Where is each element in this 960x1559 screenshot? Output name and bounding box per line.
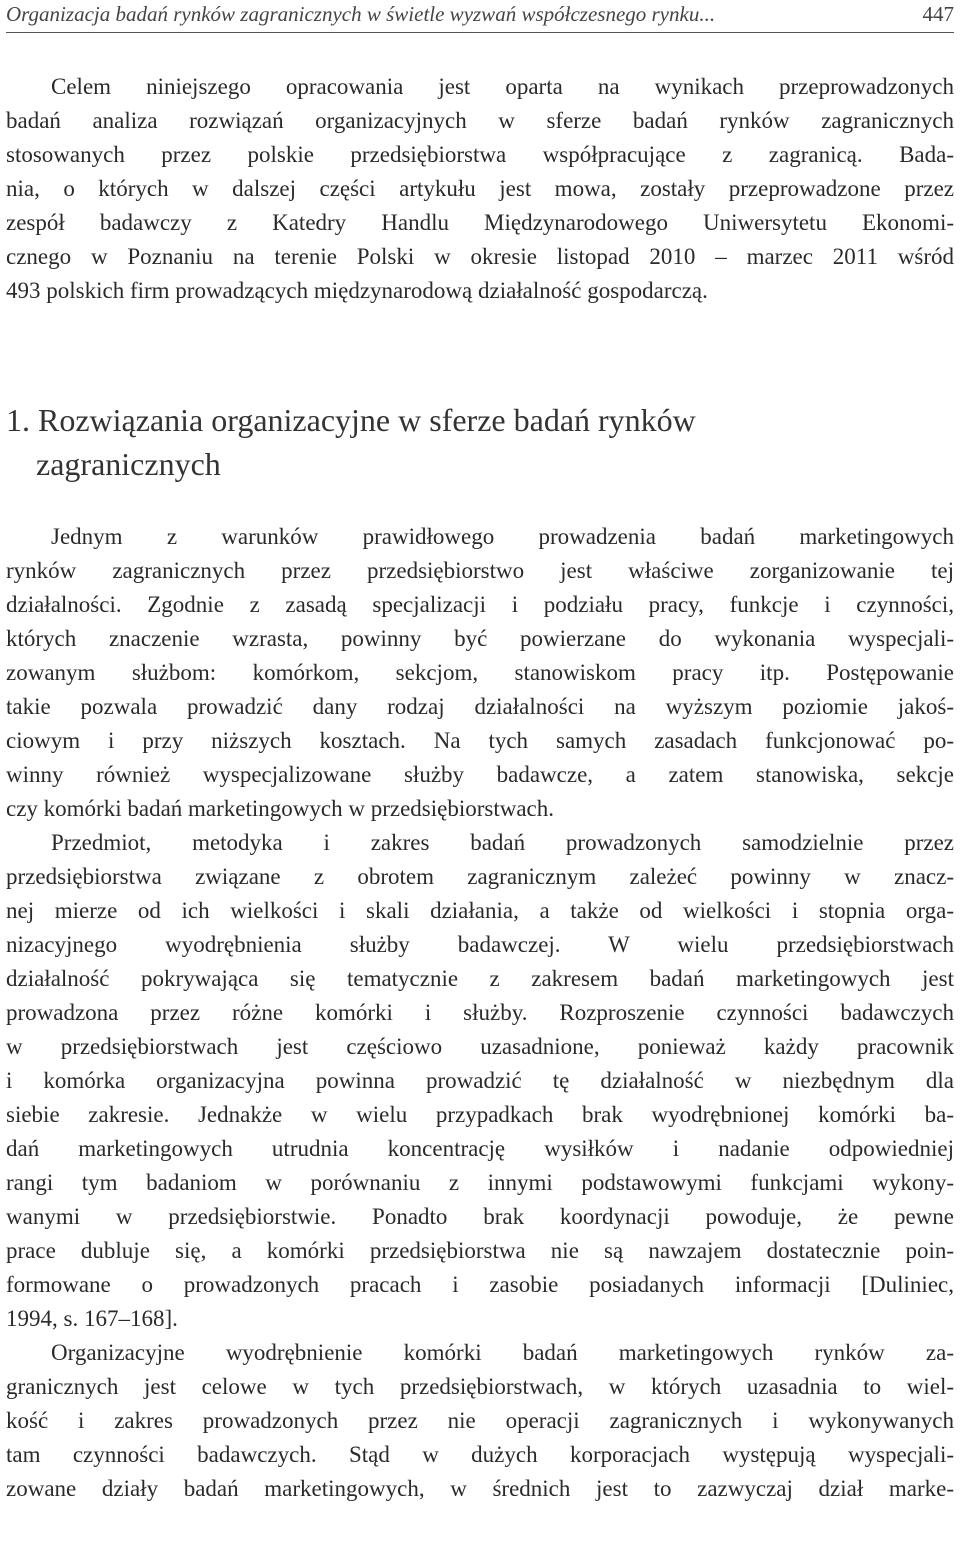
text-line: prace dubluje się, a komórki przedsiębiorstwa nie są nawzajem dostatecznie poin- (6, 1238, 954, 1263)
text-line: 1994, s. 167–168]. (6, 1306, 178, 1331)
text-line: ciowym i przy niższych kosztach. Na tych samych zasadach funkcjonować po- (6, 728, 954, 753)
text-line: Organizacyjne wyodrębnienie komórki badań marketingowych rynków za- (51, 1340, 954, 1365)
text-line: winny również wyspecjalizowane służby badawcze, a zatem stanowiska, sekcje (6, 762, 954, 787)
text-line: Przedmiot, metodyka i zakres badań prowadzonych samodzielnie przez (51, 830, 954, 855)
text-line: wanymi w przedsiębiorstwie. Ponadto brak koordynacji powoduje, że pewne (6, 1204, 954, 1229)
text-line: granicznych jest celowe w tych przedsiębiorstwach, w których uzasadnia to wiel- (6, 1374, 954, 1399)
text-line: stosowanych przez polskie przedsiębiorstwa współpracujące z zagranicą. Bada- (6, 142, 954, 167)
section-heading (6, 398, 954, 486)
paragraph-3 (6, 1336, 954, 1506)
section-heading-line: zagranicznych (36, 446, 221, 482)
text-line: rangi tym badaniom w porównaniu z innymi podstawowymi funkcjami wykony- (6, 1170, 954, 1195)
text-line: w przedsiębiorstwach jest częściowo uzasadnione, ponieważ każdy pracownik (6, 1034, 954, 1059)
text-line: i komórka organizacyjna powinna prowadzić tę działalność w niezbędnym dla (6, 1068, 954, 1093)
section-body (6, 520, 954, 1506)
text-line: 493 polskich firm prowadzących międzynarodową działalność gospodarczą. (6, 278, 708, 303)
text-line: rynków zagranicznych przez przedsiębiorstwo jest właściwe zorganizowanie tej (6, 558, 954, 583)
text-line: nia, o których w dalszej części artykułu jest mowa, zostały przeprowadzone przez (6, 176, 954, 201)
text-line: Celem niniejszego opracowania jest oparta na wynikach przeprowadzonych (51, 74, 954, 99)
paragraph-1 (6, 520, 954, 826)
text-line: takie pozwala prowadzić dany rodzaj działalności na wyższym poziomie jakoś- (6, 694, 954, 719)
text-line: kość i zakres prowadzonych przez nie operacji zagranicznych i wykonywanych (6, 1408, 954, 1433)
paragraph-2 (6, 826, 954, 1336)
text-line: siebie zakresie. Jednakże w wielu przypadkach brak wyodrębnionej komórki ba- (6, 1102, 954, 1127)
text-line: badań analiza rozwiązań organizacyjnych w sferze badań rynków zagranicznych (6, 108, 954, 133)
text-line: których znaczenie wzrasta, powinny być powierzane do wykonania wyspecjali- (6, 626, 954, 651)
text-line: dań marketingowych utrudnia koncentrację wysiłków i nadanie odpowiedniej (6, 1136, 954, 1161)
text-line: Jednym z warunków prawidłowego prowadzenia badań marketingowych (51, 524, 954, 549)
text-line: nizacyjnego wyodrębnienia służby badawczej. W wielu przedsiębiorstwach (6, 932, 954, 957)
page-number: 447 (922, 2, 954, 26)
running-head (6, 2, 954, 33)
text-line: zowanym służbom: komórkom, sekcjom, stanowiskom pracy itp. Postępowanie (6, 660, 954, 685)
text-line: czy komórki badań marketingowych w przedsiębiorstwach. (6, 796, 554, 821)
text-line: przedsiębiorstwa związane z obrotem zagranicznym zależeć powinny w znacz- (6, 864, 954, 889)
intro-paragraph (6, 70, 954, 308)
text-line: formowane o prowadzonych pracach i zasobie posiadanych informacji [Duliniec, (6, 1272, 954, 1297)
running-head-title: Organizacja badań rynków zagranicznych w świetle wyzwań współczesnego rynku... (6, 2, 716, 26)
text-line: zespół badawczy z Katedry Handlu Międzynarodowego Uniwersytetu Ekonomi- (6, 210, 954, 235)
text-line: zowane działy badań marketingowych, w średnich jest to zazwyczaj dział marke- (6, 1476, 954, 1501)
text-line: tam czynności badawczych. Stąd w dużych korporacjach występują wyspecjali- (6, 1442, 954, 1467)
text-line: działalności. Zgodnie z zasadą specjalizacji i podziału pracy, funkcje i czynności, (6, 592, 954, 617)
text-line: prowadzona przez różne komórki i służby. Rozproszenie czynności badawczych (6, 1000, 954, 1025)
text-line: cznego w Poznaniu na terenie Polski w okresie listopad 2010 – marzec 2011 wśród (6, 244, 954, 269)
section-heading-line: 1. Rozwiązania organizacyjne w sferze badań rynków (6, 402, 696, 438)
text-line: nej mierze od ich wielkości i skali działania, a także od wielkości i stopnia orga- (6, 898, 954, 923)
text-line: działalność pokrywająca się tematycznie z zakresem badań marketingowych jest (6, 966, 954, 991)
